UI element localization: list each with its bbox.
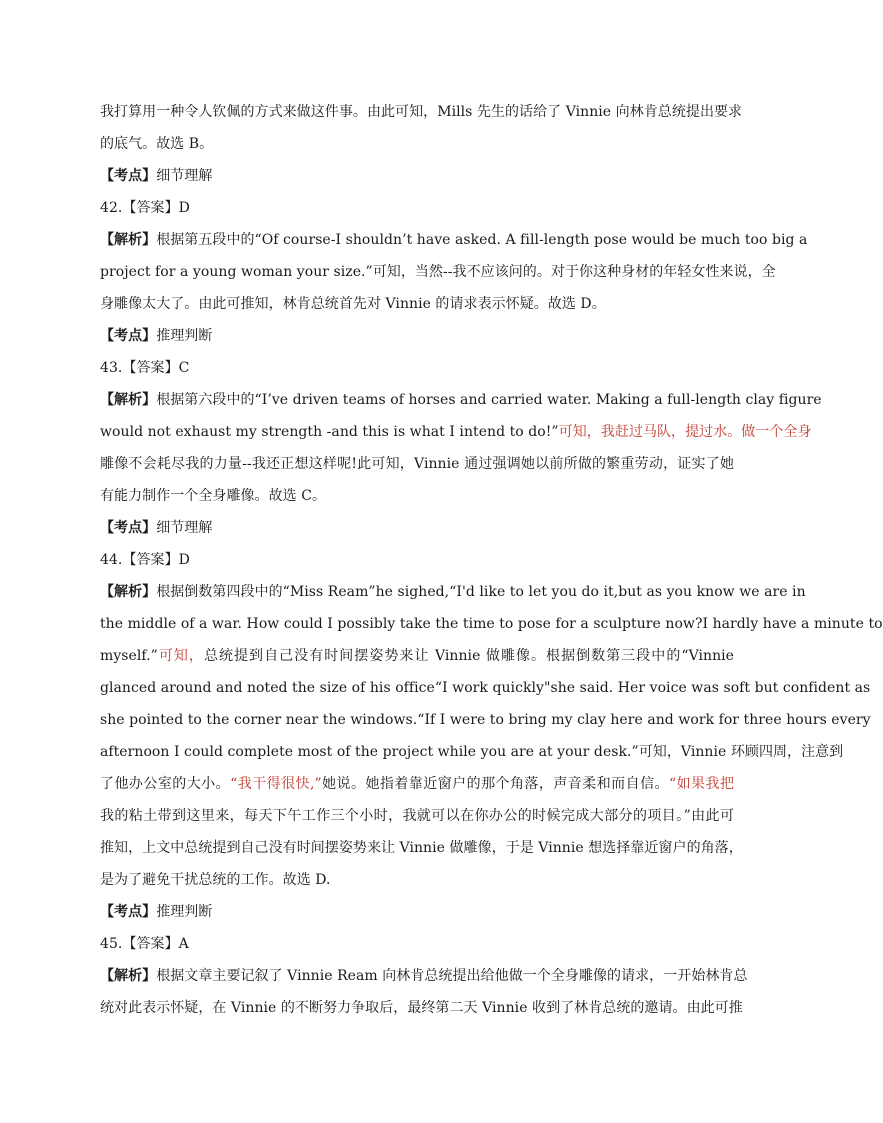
text-line — [100, 640, 734, 672]
text-line — [100, 736, 844, 768]
text-line — [100, 192, 734, 224]
section-label: 【考点】 — [100, 328, 157, 344]
highlighted-translation: “我干得很快,” — [230, 776, 322, 792]
text-segment: 45.【答案】A — [100, 936, 189, 952]
text-segment: 根据倒数第四段中的“Miss Ream”he sighed,“I'd like to let you do it,but as you know we are in — [156, 584, 806, 600]
section-label: 【解析】 — [100, 232, 157, 248]
text-segment: 推理判断 — [156, 904, 213, 920]
text-segment: 雕像不会耗尽我的力量--我还正想这样呢!此可知，Vinnie 通过强调她以前所做的繁重劳动，证实了她 — [100, 456, 734, 472]
text-segment: 42.【答案】D — [100, 200, 190, 216]
text-segment: 她说。她指着靠近窗户的那个角落，声音柔和而自信。 — [321, 776, 669, 792]
text-line — [100, 544, 734, 576]
text-segment: the middle of a war. How could I possibly take the time to pose for a sculpture now?I hardly have a minute to — [100, 616, 883, 632]
section-label: 【考点】 — [100, 904, 157, 920]
text-segment: she pointed to the corner near the windows.“If I were to bring my clay here and work for three hours every — [100, 712, 871, 728]
text-line — [100, 576, 806, 608]
text-line — [100, 864, 734, 896]
text-segment: afternoon I could complete most of the project while you are at your desk.”可知，Vinnie 环顾四周，注意到 — [100, 744, 844, 760]
text-segment: 推知，上文中总统提到自己没有时间摆姿势来让 Vinnie 做雕像，于是 Vinnie 想选择靠近窗户的角落， — [100, 840, 743, 856]
text-segment: 是为了避免干扰总统的工作。故选 D. — [100, 872, 331, 888]
text-segment: 根据第五段中的“Of course-I shouldn’t have asked. A fill-length pose would be much too big a — [156, 232, 808, 248]
text-line — [100, 960, 748, 992]
section-label: 【解析】 — [100, 584, 157, 600]
text-line — [100, 352, 734, 384]
text-line — [100, 672, 871, 704]
text-line — [100, 992, 743, 1024]
text-line — [100, 256, 776, 288]
answer-explanation-text — [100, 96, 883, 1024]
text-segment: 根据第六段中的“I’ve driven teams of horses and carried water. Making a full-length clay figure — [156, 392, 822, 408]
text-segment: glanced around and noted the size of his office“I work quickly"she said. Her voice was soft but confident as — [100, 680, 871, 696]
section-label: 【解析】 — [100, 392, 157, 408]
text-line — [100, 480, 734, 512]
text-line — [100, 448, 734, 480]
text-segment: 细节理解 — [156, 168, 213, 184]
text-segment: 推理判断 — [156, 328, 213, 344]
section-label: 【解析】 — [100, 968, 157, 984]
text-line — [100, 608, 883, 640]
text-line — [100, 160, 734, 192]
section-label: 【考点】 — [100, 168, 157, 184]
text-segment: 的底气。故选 B。 — [100, 136, 214, 152]
text-segment: 44.【答案】D — [100, 552, 190, 568]
text-segment: 我打算用一种令人钦佩的方式来做这件事。由此可知，Mills 先生的话给了 Vinnie 向林肯总统提出要求 — [100, 104, 743, 120]
text-line — [100, 928, 734, 960]
text-segment: project for a young woman your size.”可知，当然--我不应该问的。对于你这种身材的年轻女性来说，全 — [100, 264, 776, 280]
text-segment: 43.【答案】C — [100, 360, 190, 376]
highlighted-translation: 可知，我赶过马队，提过水。做一个全身 — [558, 424, 812, 440]
text-line — [100, 288, 734, 320]
text-segment: 统对此表示怀疑，在 Vinnie 的不断努力争取后，最终第二天 Vinnie 收到了林肯总统的邀请。由此可推 — [100, 1000, 743, 1016]
text-segment: myself.” — [100, 648, 158, 664]
text-line — [100, 416, 812, 448]
text-line — [100, 768, 734, 800]
text-line — [100, 384, 822, 416]
text-line — [100, 96, 743, 128]
text-line — [100, 800, 734, 832]
text-line — [100, 832, 743, 864]
text-segment: 身雕像太大了。由此可推知，林肯总统首先对 Vinnie 的请求表示怀疑。故选 D。 — [100, 296, 606, 312]
section-label: 【考点】 — [100, 520, 157, 536]
text-line — [100, 704, 871, 736]
text-segment: 总统提到自己没有时间摆姿势来让 Vinnie 做雕像。根据倒数第三段中的“Vinnie — [203, 648, 735, 664]
text-line — [100, 512, 734, 544]
text-segment: 有能力制作一个全身雕像。故选 C。 — [100, 488, 327, 504]
text-segment: 根据文章主要记叙了 Vinnie Ream 向林肯总统提出给他做一个全身雕像的请求，一开始林肯总 — [156, 968, 748, 984]
text-segment: 我的粘土带到这里来，每天下午工作三个小时，我就可以在你办公的时候完成大部分的项目。”由此可 — [100, 808, 734, 824]
highlighted-translation: 可知， — [157, 648, 204, 664]
text-line — [100, 224, 808, 256]
text-segment: 细节理解 — [156, 520, 213, 536]
text-line — [100, 896, 734, 928]
highlighted-translation: “如果我把 — [668, 776, 735, 792]
text-line — [100, 128, 734, 160]
text-segment: 了他办公室的大小。 — [100, 776, 231, 792]
text-line — [100, 320, 734, 352]
text-segment: would not exhaust my strength -and this is what I intend to do!” — [100, 424, 559, 440]
